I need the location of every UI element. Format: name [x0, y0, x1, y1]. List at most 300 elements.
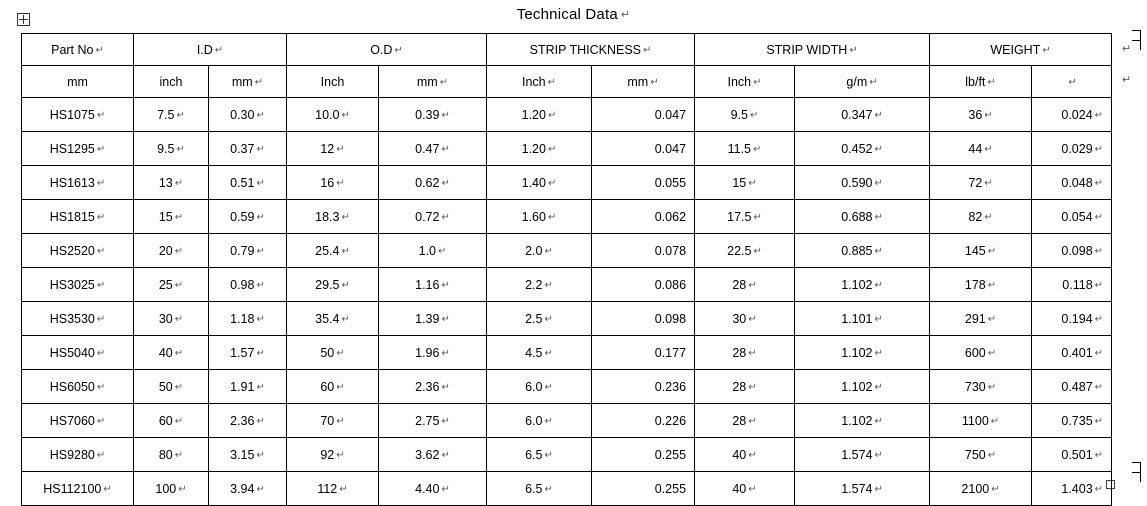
cell-mark-icon: ↵	[256, 109, 265, 121]
cell-mark-icon: ↵	[178, 483, 187, 495]
cell-mark-icon: ↵	[96, 109, 106, 121]
cell-sw-gm	[795, 370, 930, 404]
cell-w-lbft-value: 72	[968, 175, 983, 190]
cell-st-inch-value: 2.0	[525, 243, 543, 258]
cell-sw-inch	[695, 404, 795, 438]
cell-part-no-value: HS3025	[49, 277, 95, 292]
cell-id-inch	[209, 200, 287, 234]
cell-od-inch	[379, 336, 487, 370]
cell-mark-icon: ↵	[1094, 381, 1104, 393]
cell-mark-icon: ↵	[441, 109, 450, 121]
cell-mark-icon: ↵	[438, 245, 447, 257]
cell-st-inch-value: 6.0	[525, 379, 543, 394]
cell-part-no-value: HS6050	[49, 379, 95, 394]
cell-w-lbft	[930, 234, 1032, 268]
cell-mark-icon: ↵	[96, 381, 106, 393]
cell-od-inch	[379, 472, 487, 506]
cell-st-inch	[487, 438, 592, 472]
cell-mark-icon: ↵	[753, 143, 762, 155]
cell-id-inch	[209, 166, 287, 200]
cell-st-inch	[487, 268, 592, 302]
cell-w-lbft	[930, 132, 1032, 166]
unit-cell-od-mm: mm ↵	[379, 66, 487, 98]
cell-mark-icon: ↵	[984, 109, 993, 121]
cell-part-no	[22, 200, 134, 234]
cell-part-no-value: HS112100	[43, 481, 102, 496]
cell-mark-icon: ↵	[984, 211, 993, 223]
cell-sw-gm-value: 1.102	[841, 277, 873, 292]
cell-w-alt	[1032, 370, 1112, 404]
table-row	[22, 234, 1112, 268]
cell-mark-icon: ↵	[254, 76, 264, 88]
cell-st-mm	[592, 98, 695, 132]
cell-mark-icon: ↵	[748, 381, 757, 393]
cell-st-mm-value: 0.098	[654, 311, 687, 326]
cell-mark-icon: ↵	[96, 313, 106, 325]
cell-sw-gm	[795, 200, 930, 234]
cell-mark-icon: ↵	[874, 109, 883, 121]
cell-w-lbft	[930, 336, 1032, 370]
cell-id-mm	[134, 336, 209, 370]
margin-mark	[1132, 472, 1141, 473]
cell-w-lbft	[930, 404, 1032, 438]
cell-st-mm-value: 0.047	[654, 141, 687, 156]
cell-mark-icon: ↵	[987, 313, 997, 325]
cell-sw-inch-value: 40	[732, 481, 747, 496]
cell-st-inch	[487, 166, 592, 200]
cell-id-inch	[209, 302, 287, 336]
cell-mark-icon: ↵	[544, 313, 553, 325]
cell-sw-inch	[695, 472, 795, 506]
cell-w-alt-value: 0.487	[1061, 379, 1093, 394]
cell-mark-icon: ↵	[547, 76, 557, 88]
cell-sw-gm	[795, 302, 930, 336]
cell-st-inch	[487, 404, 592, 438]
cell-mark-icon: ↵	[874, 347, 883, 359]
cell-sw-inch	[695, 166, 795, 200]
cell-st-mm-value: 0.055	[654, 175, 687, 190]
cell-mark-icon: ↵	[256, 313, 265, 325]
cell-sw-gm-value: 1.102	[841, 345, 873, 360]
cell-id-mm	[134, 132, 209, 166]
cell-mark-icon: ↵	[176, 109, 185, 121]
cell-mark-icon: ↵	[650, 76, 659, 88]
cell-st-inch-value: 2.2	[525, 277, 543, 292]
cell-id-inch-value: 1.57	[230, 345, 255, 360]
cell-mark-icon: ↵	[643, 44, 652, 56]
cell-mark-icon: ↵	[987, 381, 997, 393]
row-end-mark: ↵	[1122, 74, 1132, 86]
cell-mark-icon: ↵	[544, 245, 553, 257]
cell-od-inch	[379, 404, 487, 438]
cell-id-mm-value: 15	[158, 209, 173, 224]
cell-sw-gm	[795, 98, 930, 132]
cell-mark-icon: ↵	[441, 449, 450, 461]
cell-od-inch	[379, 200, 487, 234]
cell-mark-icon: ↵	[1094, 415, 1104, 427]
cell-mark-icon: ↵	[987, 347, 997, 359]
table-unit-header-row	[22, 66, 1112, 98]
cell-mark-icon: ↵	[748, 347, 757, 359]
cell-st-inch-value: 2.5	[525, 311, 543, 326]
cell-mark-icon: ↵	[874, 313, 883, 325]
cell-id-mm-value: 80	[158, 447, 173, 462]
cell-part-no	[22, 98, 134, 132]
cell-mark-icon: ↵	[256, 415, 265, 427]
cell-mark-icon: ↵	[748, 415, 757, 427]
cell-id-inch	[209, 336, 287, 370]
cell-od-mm-value: 29.5	[315, 277, 340, 292]
cell-st-inch-value: 4.5	[525, 345, 543, 360]
cell-od-mm	[287, 234, 379, 268]
cell-mark-icon: ↵	[874, 415, 883, 427]
cell-id-inch	[209, 234, 287, 268]
cell-mark-icon: ↵	[256, 143, 265, 155]
cell-st-mm-value: 0.226	[654, 413, 687, 428]
cell-id-mm	[134, 404, 209, 438]
cell-w-lbft	[930, 302, 1032, 336]
cell-w-alt	[1032, 302, 1112, 336]
cell-mark-icon: ↵	[987, 449, 997, 461]
cell-w-lbft	[930, 472, 1032, 506]
cell-part-no	[22, 336, 134, 370]
cell-mark-icon: ↵	[874, 143, 883, 155]
cell-id-inch	[209, 404, 287, 438]
cell-id-mm-value: 20	[158, 243, 173, 258]
cell-od-mm-value: 16	[320, 175, 335, 190]
cell-w-alt	[1032, 438, 1112, 472]
cell-st-mm-value: 0.047	[654, 107, 687, 122]
cell-st-inch-value: 1.20	[521, 107, 546, 122]
technical-data-table	[21, 33, 1112, 506]
cell-mark-icon: ↵	[547, 211, 557, 223]
cell-od-mm	[287, 472, 379, 506]
cell-mark-icon: ↵	[341, 279, 350, 291]
cell-mark-icon: ↵	[1094, 279, 1104, 291]
cell-id-mm	[134, 370, 209, 404]
page-title	[0, 6, 1147, 23]
cell-w-alt-value: 0.098	[1061, 243, 1093, 258]
cell-id-mm	[134, 200, 209, 234]
cell-st-inch-value: 1.20	[521, 141, 546, 156]
cell-mark-icon: ↵	[987, 245, 997, 257]
cell-mark-icon: ↵	[96, 177, 106, 189]
cell-mark-icon: ↵	[441, 143, 450, 155]
cell-mark-icon: ↵	[1094, 449, 1104, 461]
cell-w-lbft	[930, 370, 1032, 404]
cell-od-mm	[287, 98, 379, 132]
move-table-handle-icon[interactable]	[17, 13, 30, 26]
cell-sw-gm-value: 0.452	[841, 141, 873, 156]
cell-od-inch	[379, 268, 487, 302]
cell-w-alt	[1032, 404, 1112, 438]
cell-mark-icon: ↵	[544, 381, 553, 393]
cell-od-inch	[379, 234, 487, 268]
cell-id-inch-value: 0.59	[230, 209, 255, 224]
cell-part-no	[22, 302, 134, 336]
cell-mark-icon: ↵	[874, 211, 883, 223]
cell-mark-icon: ↵	[1042, 44, 1051, 56]
cell-mark-icon: ↵	[544, 347, 553, 359]
cell-mark-icon: ↵	[748, 177, 757, 189]
cell-mark-icon: ↵	[547, 177, 557, 189]
cell-mark-icon: ↵	[174, 347, 184, 359]
cell-mark-icon: ↵	[174, 177, 184, 189]
margin-mark	[1132, 462, 1141, 463]
cell-part-no	[22, 438, 134, 472]
cell-id-inch-value: 0.98	[230, 277, 255, 292]
cell-mark-icon: ↵	[753, 76, 762, 88]
cell-od-mm	[287, 438, 379, 472]
cell-mark-icon: ↵	[256, 381, 265, 393]
cell-st-mm	[592, 132, 695, 166]
table-row	[22, 166, 1112, 200]
cell-mark-icon: ↵	[441, 279, 450, 291]
cell-od-mm	[287, 404, 379, 438]
cell-st-inch	[487, 336, 592, 370]
cell-mark-icon: ↵	[1094, 347, 1104, 359]
cell-w-alt	[1032, 98, 1112, 132]
cell-st-inch-value: 1.60	[521, 209, 546, 224]
header-cell-strip-width: STRIP WIDTH ↵	[695, 34, 930, 66]
cell-st-mm	[592, 438, 695, 472]
cell-st-mm-value: 0.086	[654, 277, 687, 292]
cell-id-inch-value: 1.18	[230, 311, 255, 326]
cell-id-inch-value: 0.37	[230, 141, 255, 156]
cell-sw-gm-value: 0.688	[841, 209, 873, 224]
unit-cell-od-inch: Inch	[287, 66, 379, 98]
cell-st-mm-value: 0.177	[654, 345, 687, 360]
unit-cell-st-inch: Inch ↵	[487, 66, 592, 98]
cell-st-inch	[487, 98, 592, 132]
table-row	[22, 404, 1112, 438]
cell-od-mm-value: 50	[320, 345, 335, 360]
cell-id-inch-value: 3.94	[230, 481, 255, 496]
cell-mark-icon: ↵	[547, 143, 557, 155]
cell-id-inch-value: 3.15	[230, 447, 255, 462]
cell-part-no	[22, 166, 134, 200]
cell-sw-gm	[795, 234, 930, 268]
cell-od-inch	[379, 370, 487, 404]
table-row	[22, 336, 1112, 370]
cell-od-inch-value: 0.47	[415, 141, 440, 156]
cell-od-mm	[287, 268, 379, 302]
cell-od-inch-value: 4.40	[415, 481, 440, 496]
cell-mark-icon: ↵	[874, 279, 883, 291]
cell-od-inch	[379, 132, 487, 166]
cell-mark-icon: ↵	[394, 44, 403, 56]
cell-id-mm-value: 25	[158, 277, 173, 292]
cell-w-lbft	[930, 166, 1032, 200]
cell-w-alt	[1032, 166, 1112, 200]
cell-mark-icon: ↵	[874, 381, 883, 393]
cell-sw-inch	[695, 132, 795, 166]
cell-mark-icon: ↵	[96, 245, 106, 257]
cell-mark-icon: ↵	[256, 483, 265, 495]
cell-mark-icon: ↵	[1094, 245, 1104, 257]
cell-w-alt-value: 0.048	[1061, 175, 1093, 190]
cell-od-mm-value: 35.4	[315, 311, 340, 326]
cell-od-inch-value: 1.16	[415, 277, 440, 292]
cell-sw-gm	[795, 336, 930, 370]
header-cell-id: I.D ↵	[134, 34, 287, 66]
table-body	[22, 98, 1112, 506]
cell-id-inch-value: 1.91	[230, 379, 255, 394]
cell-w-alt-value: 0.194	[1061, 311, 1093, 326]
cell-id-mm	[134, 234, 209, 268]
cell-part-no-value: HS2520	[49, 243, 95, 258]
cell-mark-icon: ↵	[441, 483, 450, 495]
unit-cell-id-mm: mm ↵	[209, 66, 287, 98]
table-row	[22, 132, 1112, 166]
cell-st-inch	[487, 302, 592, 336]
cell-mark-icon: ↵	[544, 483, 553, 495]
cell-mark-icon: ↵	[441, 415, 450, 427]
cell-id-inch	[209, 268, 287, 302]
cell-mark-icon: ↵	[544, 279, 553, 291]
cell-mark-icon: ↵	[256, 449, 265, 461]
cell-sw-inch-value: 40	[732, 447, 747, 462]
unit-cell-w-lbft: lb/ft ↵	[930, 66, 1032, 98]
cell-w-alt-value: 0.118	[1062, 277, 1093, 292]
cell-mark-icon: ↵	[174, 279, 184, 291]
cell-mark-icon: ↵	[256, 279, 265, 291]
cell-st-inch	[487, 234, 592, 268]
cell-sw-inch	[695, 336, 795, 370]
cell-w-alt	[1032, 268, 1112, 302]
cell-sw-inch-value: 15	[732, 175, 747, 190]
cell-sw-gm	[795, 404, 930, 438]
cell-st-mm	[592, 370, 695, 404]
cell-mark-icon: ↵	[1094, 211, 1104, 223]
cell-st-mm	[592, 472, 695, 506]
cell-id-mm	[134, 472, 209, 506]
cell-od-inch-value: 0.62	[415, 175, 440, 190]
cell-st-mm	[592, 336, 695, 370]
cell-sw-inch	[695, 234, 795, 268]
cell-mark-icon: ↵	[96, 347, 106, 359]
cell-od-inch	[379, 166, 487, 200]
cell-id-mm	[134, 98, 209, 132]
cell-mark-icon: ↵	[174, 245, 184, 257]
cell-w-lbft-value: 750	[964, 447, 986, 462]
cell-mark-icon: ↵	[96, 415, 106, 427]
cell-mark-icon: ↵	[336, 449, 345, 461]
cell-sw-inch-value: 30	[732, 311, 747, 326]
cell-mark-icon: ↵	[441, 211, 450, 223]
cell-id-inch	[209, 370, 287, 404]
cell-w-lbft-value: 178	[964, 277, 986, 292]
cell-od-mm-value: 112	[317, 481, 338, 496]
table-row	[22, 370, 1112, 404]
cell-st-inch	[487, 370, 592, 404]
cell-st-inch-value: 1.40	[521, 175, 546, 190]
table-row	[22, 98, 1112, 132]
cell-mark-icon: ↵	[874, 177, 883, 189]
paragraph-mark-icon: ↵	[620, 9, 631, 21]
cell-id-mm-value: 60	[158, 413, 173, 428]
cell-mark-icon: ↵	[984, 143, 993, 155]
unit-cell-id-inch: inch	[134, 66, 209, 98]
cell-od-mm	[287, 132, 379, 166]
cell-st-mm-value: 0.255	[654, 481, 687, 496]
cell-mark-icon: ↵	[174, 449, 184, 461]
cell-mark-icon: ↵	[748, 279, 757, 291]
cell-st-mm	[592, 404, 695, 438]
row-end-mark: ↵	[1122, 43, 1132, 55]
cell-sw-inch-value: 28	[732, 277, 747, 292]
cell-w-alt-value: 0.501	[1061, 447, 1093, 462]
cell-od-mm-value: 10.0	[315, 107, 340, 122]
cell-od-mm	[287, 200, 379, 234]
cell-mark-icon: ↵	[336, 177, 345, 189]
cell-sw-gm	[795, 472, 930, 506]
cell-od-inch	[379, 438, 487, 472]
header-cell-weight: WEIGHT ↵	[930, 34, 1112, 66]
cell-sw-inch-value: 17.5	[727, 209, 752, 224]
cell-id-inch-value: 0.51	[230, 175, 255, 190]
cell-sw-gm	[795, 438, 930, 472]
cell-mark-icon: ↵	[336, 347, 345, 359]
cell-od-inch-value: 3.62	[415, 447, 440, 462]
cell-w-lbft-value: 291	[964, 311, 986, 326]
cell-mark-icon: ↵	[174, 211, 184, 223]
cell-st-inch	[487, 200, 592, 234]
cell-mark-icon: ↵	[984, 177, 993, 189]
cell-part-no	[22, 132, 134, 166]
cell-part-no-value: HS7060	[49, 413, 95, 428]
cell-w-lbft	[930, 200, 1032, 234]
cell-mark-icon: ↵	[96, 449, 106, 461]
cell-sw-inch-value: 9.5	[730, 107, 749, 122]
cell-id-inch-value: 0.79	[230, 243, 255, 258]
cell-st-mm-value: 0.078	[654, 243, 687, 258]
cell-mark-icon: ↵	[869, 76, 878, 88]
cell-part-no-value: HS9280	[49, 447, 95, 462]
cell-part-no	[22, 234, 134, 268]
cell-mark-icon: ↵	[750, 109, 759, 121]
cell-mark-icon: ↵	[96, 143, 106, 155]
cell-st-inch-value: 6.5	[525, 481, 543, 496]
unit-cell-sw-gm: g/m ↵	[795, 66, 930, 98]
cell-sw-inch-value: 28	[732, 379, 747, 394]
cell-mark-icon: ↵	[339, 483, 348, 495]
cell-w-lbft-value: 2100	[961, 481, 990, 496]
cell-od-mm-value: 92	[320, 447, 335, 462]
table-row	[22, 200, 1112, 234]
cell-sw-gm-value: 0.347	[841, 107, 873, 122]
cell-st-mm	[592, 200, 695, 234]
cell-mark-icon: ↵	[753, 211, 762, 223]
cell-id-inch	[209, 98, 287, 132]
cell-st-mm	[592, 234, 695, 268]
cell-st-inch-value: 6.5	[525, 447, 543, 462]
cell-w-alt	[1032, 132, 1112, 166]
cell-part-no-value: HS1613	[49, 175, 95, 190]
cell-part-no-value: HS5040	[49, 345, 95, 360]
unit-cell-sw-inch: Inch ↵	[695, 66, 795, 98]
cell-mark-icon: ↵	[174, 415, 184, 427]
cell-sw-inch	[695, 370, 795, 404]
cell-mark-icon: ↵	[849, 44, 858, 56]
cell-part-no	[22, 472, 134, 506]
cell-od-inch-value: 1.0	[418, 243, 436, 258]
cell-od-inch-value: 1.96	[415, 345, 440, 360]
cell-mark-icon: ↵	[748, 483, 757, 495]
cell-mark-icon: ↵	[441, 313, 450, 325]
cell-w-alt-value: 0.401	[1061, 345, 1093, 360]
cell-w-alt	[1032, 234, 1112, 268]
